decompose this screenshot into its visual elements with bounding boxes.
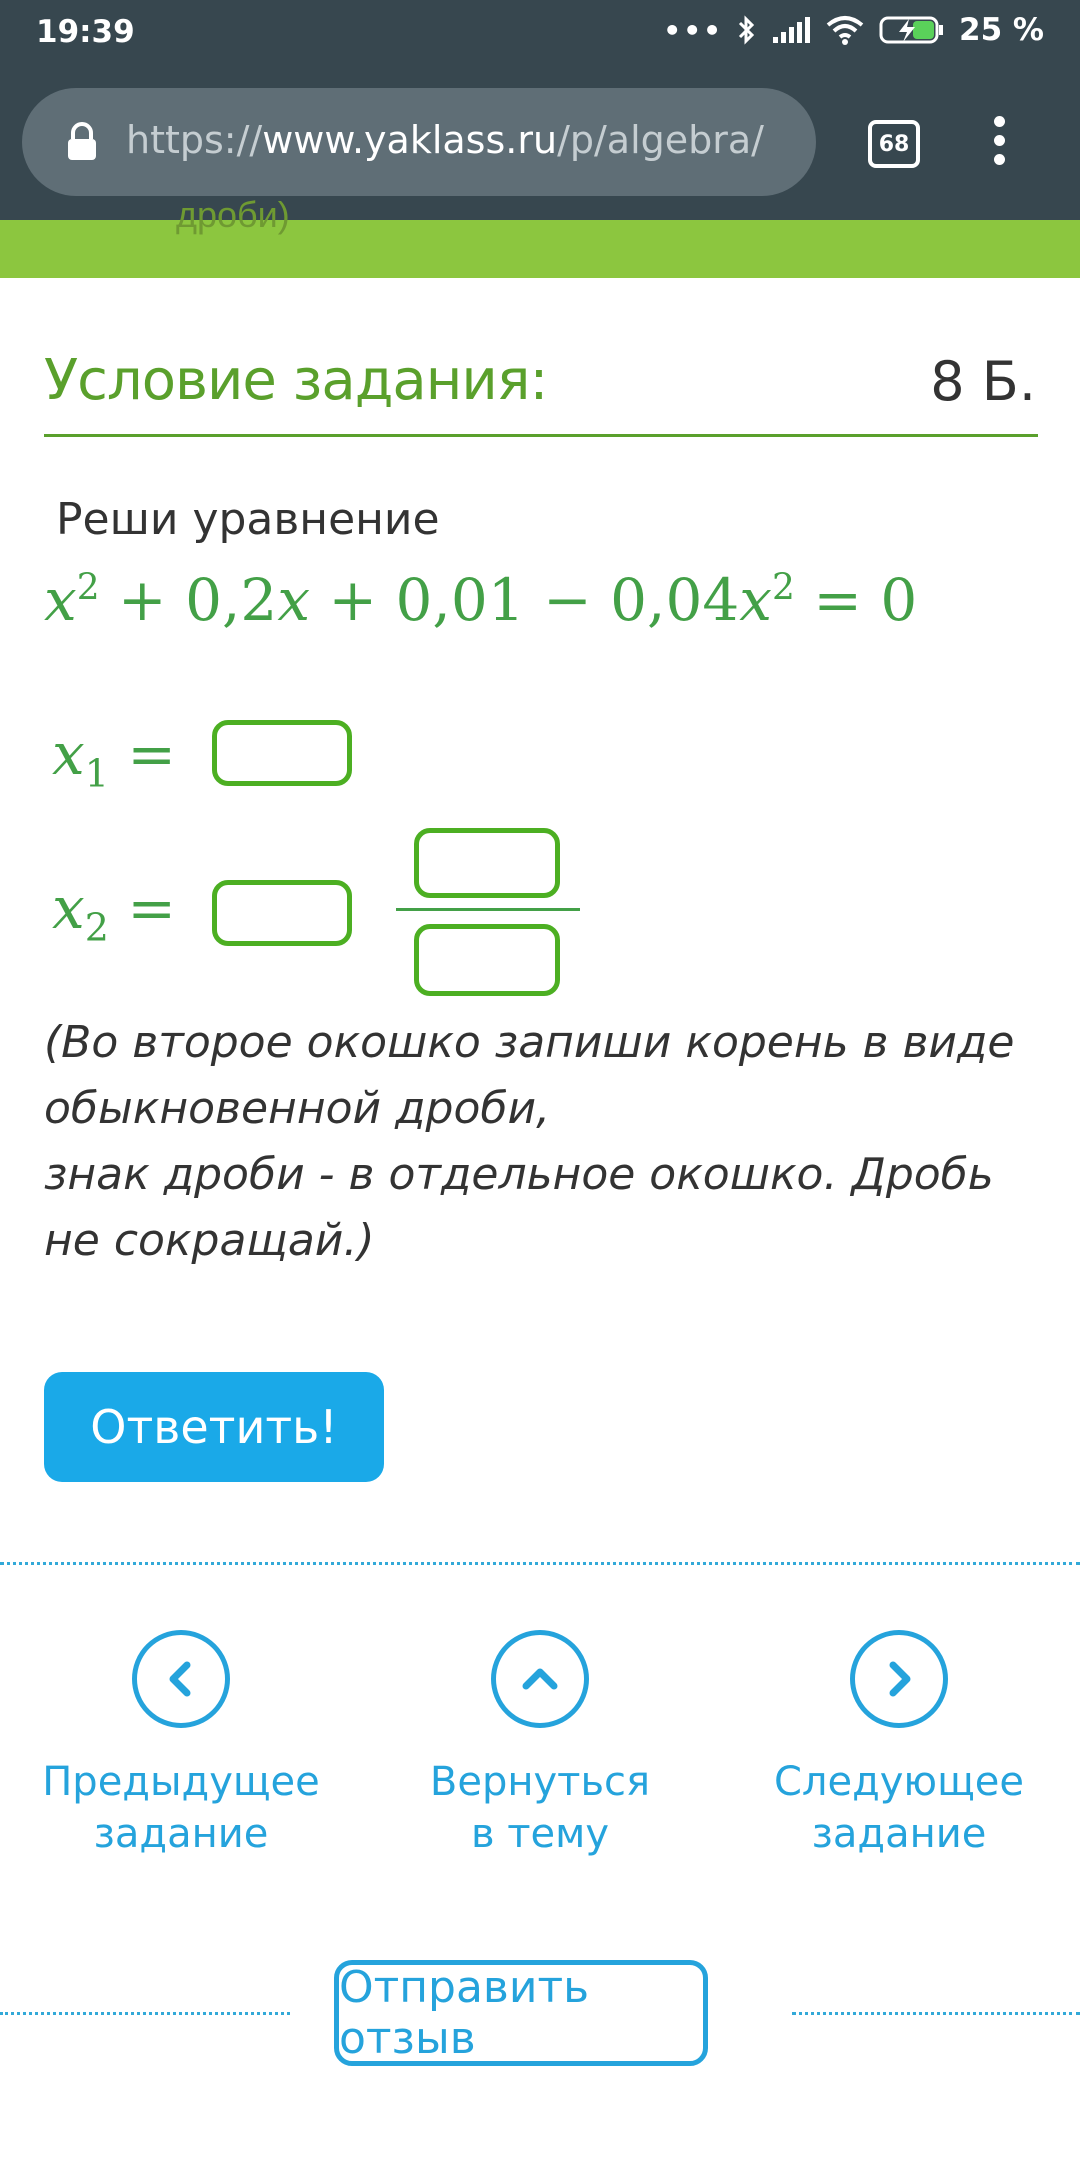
equation-var: x	[277, 566, 311, 634]
divider-dotted	[0, 1562, 1080, 1565]
next-task-link[interactable]	[749, 1630, 1049, 1860]
battery-percent: 25 %	[959, 12, 1044, 48]
task-condition-title: Условие задания:	[44, 348, 548, 413]
topic-header-band	[0, 194, 1080, 278]
root2-sign-input[interactable]	[212, 880, 352, 946]
send-feedback-button[interactable]: Отправить отзыв	[334, 1960, 708, 2066]
address-bar[interactable]	[22, 88, 816, 196]
equation-var: x	[44, 566, 77, 634]
url-scheme: https://	[126, 118, 263, 162]
divider-dotted	[792, 2012, 1080, 2015]
url-host: www.yaklass.ru	[262, 118, 558, 162]
chevron-right-icon[interactable]	[850, 1630, 948, 1728]
topic-header-fragment: дроби)	[176, 194, 290, 235]
status-icons	[663, 12, 1044, 48]
back-to-topic-label[interactable]: Вернуться	[429, 1759, 651, 1805]
root2-var: x	[52, 874, 85, 942]
back-to-topic-label[interactable]: в тему	[470, 1811, 610, 1857]
root1-label	[52, 720, 176, 796]
equation-exponent: 2	[76, 567, 100, 609]
back-to-topic-link[interactable]	[390, 1630, 690, 1860]
chevron-up-icon[interactable]	[491, 1630, 589, 1728]
status-bar	[0, 0, 1080, 64]
signal-icon	[771, 15, 811, 45]
root1-sub: 1	[84, 751, 109, 796]
overflow-menu-icon[interactable]	[994, 116, 1005, 173]
battery-charging-icon	[879, 15, 945, 45]
prev-task-label[interactable]: задание	[93, 1811, 269, 1857]
fraction-bar	[396, 908, 580, 911]
next-task-label[interactable]: задание	[811, 1811, 987, 1857]
root2-numerator-input[interactable]	[414, 828, 560, 898]
equation-exponent: 2	[772, 567, 795, 609]
tab-switcher-button[interactable]: 68	[868, 120, 920, 168]
root2-equals: =	[108, 874, 176, 942]
equation-term: + 0,2	[99, 566, 278, 634]
task-note	[44, 1010, 1044, 1274]
root2-label	[52, 874, 176, 950]
lock-icon	[64, 122, 100, 162]
url-path: /p/algebra/	[557, 118, 764, 162]
divider-dotted	[0, 2012, 290, 2015]
equation-term: + 0,01 − 0,04	[310, 566, 740, 634]
next-task-label[interactable]: Следующее	[774, 1759, 1024, 1805]
root2-denominator-input[interactable]	[414, 924, 560, 996]
root1-input[interactable]	[212, 720, 352, 786]
task-points: 8 Б.	[930, 350, 1036, 413]
wifi-icon	[825, 15, 865, 45]
bluetooth-icon	[737, 14, 757, 46]
title-divider	[44, 434, 1038, 437]
root1-equals: =	[108, 720, 176, 788]
task-note-line: (Во второе окошко запиши корень в виде обыкновенной дроби,	[44, 1017, 1015, 1134]
answer-button[interactable]: Ответить!	[44, 1372, 384, 1482]
root1-var: x	[52, 720, 85, 788]
equation-term: = 0	[794, 566, 918, 634]
browser-toolbar	[0, 64, 1080, 220]
task-equation	[44, 566, 917, 634]
status-time: 19:39	[36, 14, 135, 50]
equation-var: x	[739, 566, 773, 634]
prev-task-label[interactable]: Предыдущее	[42, 1759, 320, 1805]
task-note-line: знак дроби - в отдельное окошко. Дробь не сокращай.)	[44, 1149, 994, 1266]
chevron-left-icon[interactable]	[132, 1630, 230, 1728]
root2-sub: 2	[84, 905, 109, 950]
prev-task-link[interactable]	[31, 1630, 331, 1860]
more-notifications-icon: •••	[663, 13, 723, 47]
url-text	[126, 118, 806, 162]
task-prompt: Реши уравнение	[56, 494, 440, 545]
